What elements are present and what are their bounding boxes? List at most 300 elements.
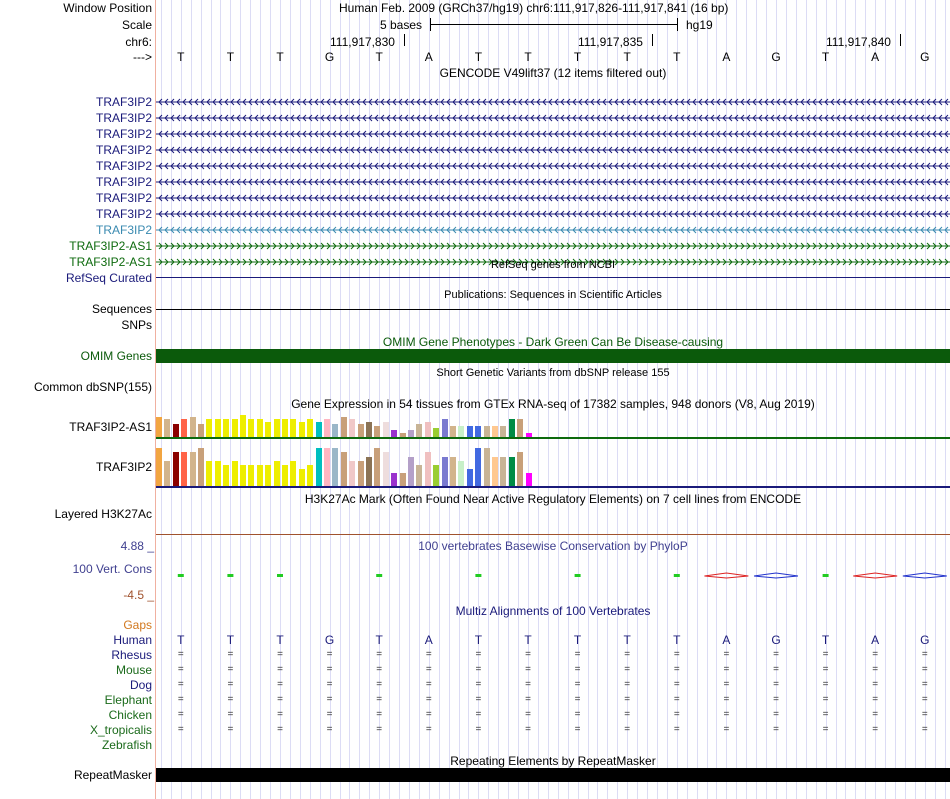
gtex-bar[interactable] bbox=[341, 417, 347, 437]
scale-text: 5 bases bbox=[380, 18, 423, 32]
multiz-match: = bbox=[227, 649, 234, 660]
phylop-min: -4.5 _ bbox=[123, 588, 154, 602]
gtex-bar[interactable] bbox=[181, 419, 187, 437]
multiz-base: T bbox=[524, 633, 532, 647]
gtex-bar[interactable] bbox=[366, 457, 372, 486]
multiz-base: G bbox=[920, 633, 930, 647]
multiz-match: = bbox=[822, 724, 829, 735]
multiz-match: = bbox=[177, 649, 184, 660]
gencode-item-feature[interactable] bbox=[156, 193, 950, 203]
gtex-bar[interactable] bbox=[358, 461, 364, 486]
multiz-match: = bbox=[525, 709, 531, 720]
multiz-species-label[interactable]: Elephant bbox=[104, 693, 152, 707]
multiz-match: = bbox=[723, 649, 730, 660]
multiz-match: = bbox=[177, 709, 184, 720]
gtex-bar[interactable] bbox=[232, 461, 238, 486]
position-tick-mark-3 bbox=[900, 34, 901, 46]
gtex-bar[interactable] bbox=[316, 422, 322, 437]
gtex-bar[interactable] bbox=[366, 422, 372, 437]
multiz-match: = bbox=[872, 694, 879, 705]
gtex-bar[interactable] bbox=[257, 419, 263, 437]
gtex-bar[interactable] bbox=[442, 457, 448, 486]
multiz-match: = bbox=[227, 694, 234, 705]
multiz-match: = bbox=[227, 664, 234, 675]
gtex-bar[interactable] bbox=[299, 422, 305, 437]
gtex-bar[interactable] bbox=[475, 426, 481, 437]
multiz-match: = bbox=[425, 664, 432, 675]
refseq-line[interactable] bbox=[156, 277, 950, 278]
phylop-mark bbox=[227, 574, 233, 577]
gtex-bar[interactable] bbox=[433, 465, 439, 486]
gtex-bar[interactable] bbox=[517, 419, 523, 437]
base-letter: A bbox=[871, 50, 880, 64]
gtex-bar[interactable] bbox=[215, 461, 221, 486]
gencode-title[interactable]: GENCODE V49lift37 (12 items filtered out) bbox=[439, 66, 667, 80]
multiz-match: = bbox=[425, 679, 432, 690]
gtex-bar[interactable] bbox=[173, 452, 179, 486]
multiz-species-label[interactable]: Chicken bbox=[108, 708, 152, 722]
gtex-bar[interactable] bbox=[198, 448, 204, 486]
gtex-bar[interactable] bbox=[374, 448, 380, 486]
multiz-match: = bbox=[326, 709, 333, 720]
multiz-species-label[interactable]: Rhesus bbox=[111, 648, 152, 662]
multiz-match: = bbox=[177, 679, 184, 690]
refseq-label[interactable]: RefSeq Curated bbox=[65, 271, 152, 285]
gtex-bar[interactable] bbox=[290, 461, 296, 486]
multiz-match: = bbox=[525, 649, 531, 660]
gtex-bar[interactable] bbox=[492, 426, 498, 437]
multiz-match: = bbox=[673, 694, 680, 705]
gtex-bar[interactable] bbox=[358, 424, 364, 437]
gtex-bar[interactable] bbox=[408, 430, 414, 437]
multiz-match: = bbox=[921, 649, 928, 660]
multiz-match: = bbox=[574, 709, 581, 720]
gtex-bar[interactable] bbox=[282, 419, 288, 437]
phylop-mark bbox=[475, 574, 481, 577]
gtex-bar[interactable] bbox=[265, 465, 271, 486]
gtex-bar[interactable] bbox=[190, 452, 196, 486]
multiz-base: A bbox=[722, 633, 731, 647]
multiz-match: = bbox=[624, 694, 631, 705]
multiz-match: = bbox=[872, 679, 879, 690]
gtex-bar[interactable] bbox=[442, 419, 448, 437]
multiz-match: = bbox=[624, 664, 631, 675]
gtex-bar[interactable] bbox=[240, 415, 246, 437]
gtex-bar[interactable] bbox=[332, 448, 338, 486]
multiz-match: = bbox=[574, 649, 581, 660]
gtex-bar[interactable] bbox=[391, 473, 397, 486]
multiz-match: = bbox=[822, 679, 829, 690]
gtex-bar[interactable] bbox=[164, 461, 170, 486]
multiz-match: = bbox=[773, 649, 779, 660]
multiz-match: = bbox=[574, 679, 581, 690]
gtex-bar[interactable] bbox=[400, 433, 406, 437]
multiz-match: = bbox=[673, 649, 680, 660]
repeatmasker-title[interactable]: Repeating Elements by RepeatMasker bbox=[450, 754, 656, 768]
scale-db: hg19 bbox=[686, 18, 713, 32]
repeatmasker-bar[interactable] bbox=[156, 768, 950, 782]
phylop-mark bbox=[575, 574, 581, 577]
gtex-baseline-as1 bbox=[156, 437, 950, 439]
multiz-match: = bbox=[475, 664, 482, 675]
gtex-baseline-traf3ip2 bbox=[156, 486, 950, 488]
multiz-match: = bbox=[723, 724, 730, 735]
phylop-label[interactable]: 100 Vert. Cons bbox=[72, 562, 152, 576]
phylop-mark bbox=[754, 573, 798, 578]
multiz-species-label[interactable]: Human bbox=[113, 633, 152, 647]
multiz-match: = bbox=[475, 649, 482, 660]
multiz-match: = bbox=[525, 694, 531, 705]
gencode-item-feature[interactable] bbox=[156, 113, 950, 123]
multiz-match: = bbox=[723, 709, 730, 720]
multiz-match: = bbox=[773, 724, 779, 735]
gtex-bar[interactable] bbox=[517, 452, 523, 486]
gtex-bar[interactable] bbox=[299, 469, 305, 486]
gtex-bar[interactable] bbox=[433, 428, 439, 437]
omim-bar[interactable] bbox=[156, 349, 950, 363]
gtex-bar[interactable] bbox=[416, 424, 422, 437]
dbsnp-title[interactable]: Short Genetic Variants from dbSNP release 155 bbox=[436, 367, 670, 379]
multiz-match: = bbox=[773, 694, 779, 705]
phylop-mark bbox=[903, 573, 947, 578]
multiz-base: T bbox=[177, 633, 185, 647]
multiz-match: = bbox=[723, 664, 730, 675]
multiz-match: = bbox=[921, 724, 928, 735]
gtex-bar[interactable] bbox=[274, 461, 280, 486]
gtex-bar[interactable] bbox=[232, 419, 238, 437]
gencode-item-label[interactable]: TRAF3IP2 bbox=[95, 159, 152, 173]
multiz-match: = bbox=[822, 649, 829, 660]
multiz-match: = bbox=[376, 649, 383, 660]
gencode-item-feature[interactable] bbox=[156, 209, 950, 219]
gtex-title[interactable]: Gene Expression in 54 tissues from GTEx RNA-seq of 17382 samples, 948 donors (V8, Aug 2019) bbox=[291, 397, 815, 411]
omim-title[interactable]: OMIM Gene Phenotypes - Dark Green Can Be Disease-causing bbox=[382, 335, 724, 349]
gencode-item-label[interactable]: TRAF3IP2-AS1 bbox=[69, 239, 152, 253]
gtex-bar[interactable] bbox=[257, 465, 263, 486]
base-letter: T bbox=[474, 50, 483, 64]
phylop-mark bbox=[178, 574, 184, 577]
gtex-bar[interactable] bbox=[156, 417, 162, 437]
multiz-match: = bbox=[475, 679, 482, 690]
multiz-match: = bbox=[773, 709, 779, 720]
multiz-base: T bbox=[226, 633, 235, 647]
base-letter: G bbox=[771, 50, 781, 64]
gtex-bar[interactable] bbox=[349, 419, 355, 437]
multiz-match: = bbox=[525, 724, 531, 735]
multiz-match: = bbox=[475, 724, 482, 735]
gtex-bar[interactable] bbox=[383, 422, 389, 437]
multiz-match: = bbox=[277, 724, 283, 735]
multiz-match: = bbox=[277, 664, 283, 675]
position-tick-3: 111,917,840 bbox=[826, 35, 891, 49]
multiz-species-label[interactable]: Mouse bbox=[115, 663, 152, 677]
phylop-mark bbox=[376, 574, 382, 577]
gtex-bar[interactable] bbox=[509, 457, 515, 486]
multiz-match: = bbox=[277, 694, 283, 705]
gtex-bar[interactable] bbox=[248, 419, 254, 437]
window-position-text: Human Feb. 2009 (GRCh37/hg19) chr6:111,917,826-111,917,841 (16 bp) bbox=[339, 1, 729, 15]
multiz-match: = bbox=[177, 694, 184, 705]
base-letter: T bbox=[673, 50, 681, 64]
gtex-bar[interactable] bbox=[526, 433, 532, 437]
multiz-match: = bbox=[525, 664, 531, 675]
multiz-match: = bbox=[822, 664, 829, 675]
gtex-bar[interactable] bbox=[324, 419, 330, 437]
phylop-mark bbox=[704, 573, 748, 578]
multiz-match: = bbox=[673, 679, 680, 690]
gtex-bar[interactable] bbox=[164, 419, 170, 437]
gtex-bar[interactable] bbox=[484, 426, 490, 437]
gtex-bar[interactable] bbox=[198, 424, 204, 437]
gencode-item-feature[interactable] bbox=[156, 97, 950, 107]
multiz-match: = bbox=[872, 649, 879, 660]
phylop-mark bbox=[853, 573, 897, 578]
base-letter: A bbox=[722, 50, 731, 64]
gtex-bar[interactable] bbox=[526, 473, 532, 486]
multiz-match: = bbox=[574, 664, 581, 675]
gencode-item-feature[interactable] bbox=[156, 177, 950, 187]
base-letter: G bbox=[920, 50, 930, 64]
h3k27ac-baseline bbox=[156, 534, 950, 535]
multiz-base: T bbox=[276, 633, 284, 647]
multiz-base: T bbox=[623, 633, 631, 647]
base-letter: T bbox=[375, 50, 383, 64]
multiz-match: = bbox=[425, 694, 432, 705]
gtex-bar[interactable] bbox=[450, 457, 456, 486]
gtex-bar[interactable] bbox=[416, 465, 422, 486]
multiz-match: = bbox=[673, 664, 680, 675]
gtex-bar[interactable] bbox=[509, 419, 515, 437]
dbsnp-label[interactable]: Common dbSNP(155) bbox=[33, 380, 152, 394]
multiz-match: = bbox=[773, 679, 779, 690]
gtex-bar[interactable] bbox=[458, 426, 464, 437]
multiz-match: = bbox=[921, 709, 928, 720]
gtex-bar[interactable] bbox=[383, 452, 389, 486]
multiz-match: = bbox=[326, 679, 333, 690]
gencode-item-label[interactable]: TRAF3IP2 bbox=[95, 175, 152, 189]
gencode-item-label[interactable]: TRAF3IP2 bbox=[95, 127, 152, 141]
multiz-match: = bbox=[376, 709, 383, 720]
base-letter: G bbox=[324, 50, 335, 64]
publications-title[interactable]: Publications: Sequences in Scientific Articles bbox=[444, 289, 662, 301]
gtex-bar[interactable] bbox=[500, 457, 506, 486]
base-letter: T bbox=[573, 50, 582, 64]
multiz-match: = bbox=[872, 664, 879, 675]
multiz-match: = bbox=[326, 724, 333, 735]
scale-bar-left-tick bbox=[430, 18, 431, 31]
multiz-match: = bbox=[227, 679, 234, 690]
multiz-match: = bbox=[376, 664, 383, 675]
gtex-bar[interactable] bbox=[341, 452, 347, 486]
multiz-match: = bbox=[822, 694, 829, 705]
multiz-match: = bbox=[624, 724, 631, 735]
phylop-mark bbox=[674, 574, 680, 577]
window-position-label: Window Position bbox=[63, 1, 152, 15]
omim-label[interactable]: OMIM Genes bbox=[80, 349, 152, 363]
gencode-item-label[interactable]: TRAF3IP2 bbox=[95, 191, 152, 205]
gtex-bar[interactable] bbox=[467, 469, 473, 486]
gtex-bar[interactable] bbox=[500, 426, 506, 437]
multiz-match: = bbox=[872, 724, 879, 735]
multiz-match: = bbox=[872, 709, 879, 720]
multiz-base: A bbox=[424, 633, 433, 647]
gencode-item-label[interactable]: TRAF3IP2 bbox=[95, 111, 152, 125]
base-letter: T bbox=[276, 50, 284, 64]
gencode-item-feature[interactable] bbox=[156, 225, 950, 235]
multiz-match: = bbox=[376, 679, 383, 690]
multiz-match: = bbox=[773, 664, 779, 675]
multiz-match: = bbox=[326, 664, 333, 675]
multiz-match: = bbox=[624, 709, 631, 720]
publications-label[interactable]: Sequences bbox=[91, 302, 152, 316]
gtex-bar[interactable] bbox=[206, 461, 212, 486]
gtex-bar[interactable] bbox=[475, 448, 481, 486]
gtex-bar[interactable] bbox=[425, 422, 431, 437]
multiz-match: = bbox=[921, 664, 928, 675]
multiz-match: = bbox=[227, 724, 234, 735]
gtex-bar[interactable] bbox=[425, 452, 431, 486]
gencode-item-feature[interactable] bbox=[156, 161, 950, 171]
multiz-match: = bbox=[277, 649, 283, 660]
multiz-match: = bbox=[723, 694, 730, 705]
gtex-bar[interactable] bbox=[215, 419, 221, 437]
base-letter: T bbox=[524, 50, 532, 64]
multiz-match: = bbox=[822, 709, 829, 720]
position-tick-mark-1 bbox=[404, 34, 405, 46]
gtex-bar[interactable] bbox=[274, 419, 280, 437]
multiz-match: = bbox=[673, 724, 680, 735]
gtex-bar[interactable] bbox=[307, 465, 313, 486]
gtex-bar[interactable] bbox=[282, 465, 288, 486]
h3k27ac-label[interactable]: Layered H3K27Ac bbox=[54, 507, 152, 521]
gtex-label-traf3ip2[interactable]: TRAF3IP2 bbox=[95, 460, 152, 474]
gtex-bar[interactable] bbox=[458, 461, 464, 486]
multiz-match: = bbox=[475, 709, 482, 720]
multiz-match: = bbox=[475, 694, 482, 705]
phylop-mark bbox=[823, 574, 829, 577]
h3k27ac-title[interactable]: H3K27Ac Mark (Often Found Near Active Regulatory Elements) on 7 cell lines from ENCODE bbox=[304, 492, 802, 506]
phylop-title[interactable]: 100 vertebrates Basewise Conservation by PhyloP bbox=[418, 539, 688, 553]
multiz-base: T bbox=[573, 633, 582, 647]
gtex-bar[interactable] bbox=[349, 461, 355, 486]
gtex-bar[interactable] bbox=[206, 419, 212, 437]
phylop-mark bbox=[277, 574, 283, 577]
multiz-base: T bbox=[375, 633, 383, 647]
base-letter: T bbox=[623, 50, 631, 64]
multiz-match: = bbox=[277, 679, 283, 690]
gtex-bar[interactable] bbox=[223, 419, 229, 437]
multiz-base: G bbox=[324, 633, 335, 647]
multiz-match: = bbox=[673, 709, 680, 720]
multiz-base: G bbox=[771, 633, 781, 647]
publications-line[interactable] bbox=[156, 309, 950, 310]
scale-bar bbox=[430, 24, 677, 25]
chrom-label: chr6: bbox=[125, 35, 152, 49]
multiz-base: A bbox=[871, 633, 880, 647]
gtex-bar[interactable] bbox=[173, 424, 179, 437]
multiz-match: = bbox=[624, 649, 631, 660]
multiz-match: = bbox=[921, 679, 928, 690]
gtex-bar[interactable] bbox=[316, 448, 322, 486]
gencode-item-label[interactable]: TRAF3IP2-AS1 bbox=[69, 255, 152, 269]
phylop-graph[interactable] bbox=[156, 566, 950, 586]
multiz-base: T bbox=[821, 633, 830, 647]
multiz-title[interactable]: Multiz Alignments of 100 Vertebrates bbox=[455, 604, 651, 618]
gaps-label[interactable]: Gaps bbox=[123, 618, 152, 632]
multiz-species-label[interactable]: Dog bbox=[129, 678, 152, 692]
multiz-match: = bbox=[376, 724, 383, 735]
gencode-item-label[interactable]: TRAF3IP2 bbox=[95, 95, 152, 109]
multiz-match: = bbox=[425, 709, 432, 720]
gtex-label-traf3ip2-as1[interactable]: TRAF3IP2-AS1 bbox=[69, 420, 152, 434]
gtex-bar[interactable] bbox=[467, 426, 473, 437]
strand-label: ---> bbox=[133, 50, 152, 64]
repeatmasker-label[interactable]: RepeatMasker bbox=[73, 768, 152, 782]
gencode-item-feature[interactable] bbox=[156, 241, 950, 251]
scale-bar-right-tick bbox=[677, 18, 678, 31]
position-tick-2: 111,917,835 bbox=[578, 35, 643, 49]
gtex-bar[interactable] bbox=[332, 424, 338, 437]
snps-label[interactable]: SNPs bbox=[121, 318, 152, 332]
multiz-match: = bbox=[574, 694, 581, 705]
multiz-base: T bbox=[673, 633, 681, 647]
gtex-bar[interactable] bbox=[190, 417, 196, 437]
multiz-species-label[interactable]: Zebrafish bbox=[101, 738, 152, 752]
refseq-title[interactable]: RefSeq genes from NCBI bbox=[490, 259, 616, 271]
gencode-item-label[interactable]: TRAF3IP2 bbox=[95, 143, 152, 157]
gtex-bar[interactable] bbox=[248, 465, 254, 486]
multiz-match: = bbox=[277, 709, 283, 720]
gtex-bar[interactable] bbox=[290, 419, 296, 437]
multiz-base: T bbox=[474, 633, 483, 647]
gtex-bar[interactable] bbox=[484, 448, 490, 486]
gtex-bar[interactable] bbox=[450, 426, 456, 437]
gencode-item-label[interactable]: TRAF3IP2 bbox=[95, 223, 152, 237]
gtex-bar[interactable] bbox=[374, 426, 380, 437]
multiz-match: = bbox=[574, 724, 581, 735]
multiz-match: = bbox=[425, 649, 432, 660]
gtex-bar[interactable] bbox=[181, 452, 187, 486]
multiz-match: = bbox=[177, 724, 184, 735]
gtex-bar[interactable] bbox=[156, 448, 162, 486]
gtex-bar[interactable] bbox=[307, 419, 313, 437]
gencode-item-label[interactable]: TRAF3IP2 bbox=[95, 207, 152, 221]
gtex-bar[interactable] bbox=[223, 465, 229, 486]
phylop-max: 4.88 _ bbox=[120, 539, 154, 553]
multiz-match: = bbox=[624, 679, 631, 690]
multiz-match: = bbox=[177, 664, 184, 675]
gtex-bar[interactable] bbox=[324, 448, 330, 486]
base-letter: T bbox=[177, 50, 185, 64]
multiz-match: = bbox=[326, 649, 333, 660]
multiz-match: = bbox=[921, 694, 928, 705]
base-letter: A bbox=[424, 50, 433, 64]
multiz-match: = bbox=[425, 724, 432, 735]
gtex-bar[interactable] bbox=[265, 422, 271, 437]
gtex-bar[interactable] bbox=[240, 465, 246, 486]
gencode-item-feature[interactable] bbox=[156, 145, 950, 155]
gtex-bar[interactable] bbox=[408, 457, 414, 486]
gtex-bar[interactable] bbox=[492, 457, 498, 486]
multiz-match: = bbox=[525, 679, 531, 690]
gtex-bar[interactable] bbox=[391, 430, 397, 437]
multiz-species-label[interactable]: X_tropicalis bbox=[89, 723, 152, 737]
position-tick-mark-2 bbox=[652, 34, 653, 46]
gtex-bar[interactable] bbox=[400, 473, 406, 486]
base-letter: T bbox=[821, 50, 830, 64]
gencode-item-feature[interactable] bbox=[156, 129, 950, 139]
position-tick-1: 111,917,830 bbox=[330, 35, 395, 49]
